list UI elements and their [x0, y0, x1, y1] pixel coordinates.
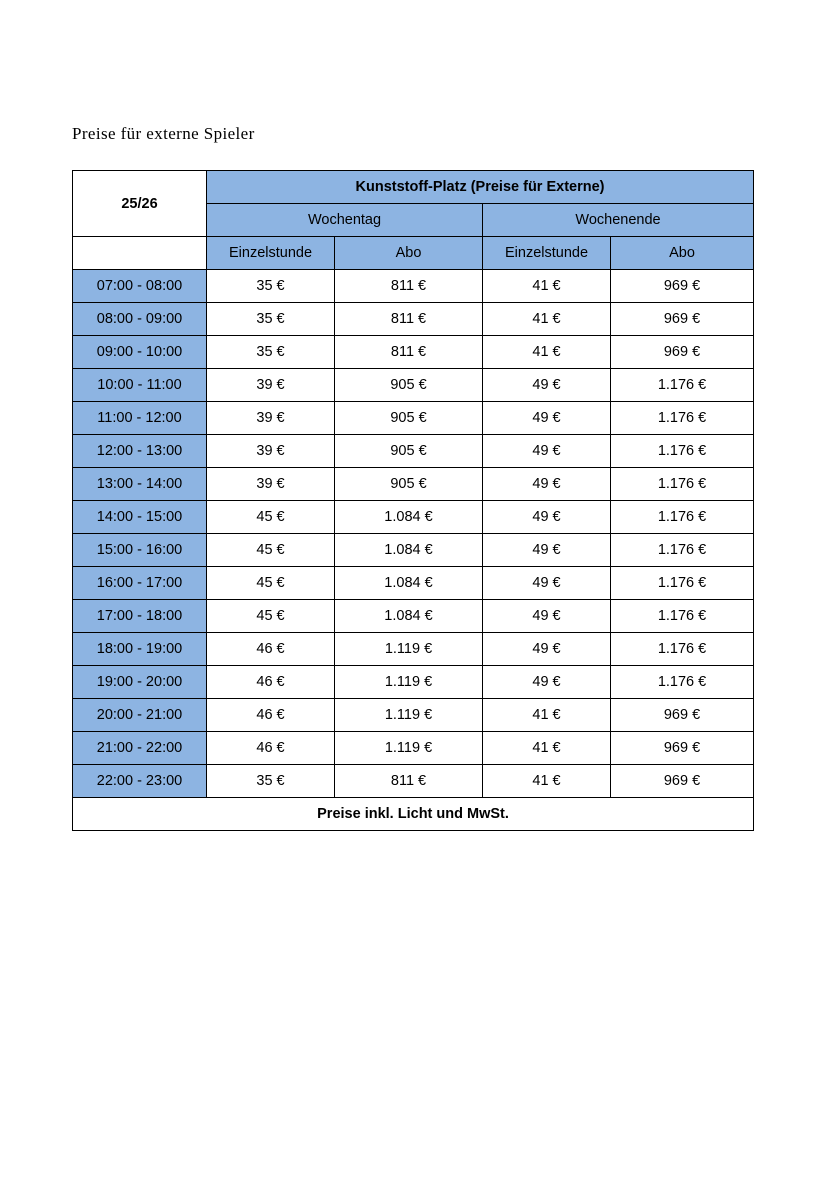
row-weekday-single: 45 € [207, 501, 335, 534]
row-weekday-single: 46 € [207, 732, 335, 765]
group-header-weekend: Wochenende [483, 204, 754, 237]
row-weekday-abo: 905 € [335, 468, 483, 501]
row-weekday-single: 45 € [207, 534, 335, 567]
row-time: 10:00 - 11:00 [73, 369, 207, 402]
row-weekday-abo: 905 € [335, 435, 483, 468]
table-row [73, 600, 754, 633]
table-row [73, 699, 754, 732]
row-weekday-abo: 1.084 € [335, 567, 483, 600]
subheader-weekday-single: Einzelstunde [207, 237, 335, 270]
row-weekend-single: 49 € [483, 369, 611, 402]
row-time: 15:00 - 16:00 [73, 534, 207, 567]
row-time: 12:00 - 13:00 [73, 435, 207, 468]
row-weekend-abo: 1.176 € [611, 600, 754, 633]
row-weekday-single: 35 € [207, 336, 335, 369]
table-header-row-subheads [73, 237, 754, 270]
row-weekend-single: 49 € [483, 600, 611, 633]
row-weekend-abo: 969 € [611, 270, 754, 303]
row-weekend-single: 49 € [483, 666, 611, 699]
group-header-weekday: Wochentag [207, 204, 483, 237]
table-row [73, 303, 754, 336]
row-weekend-abo: 1.176 € [611, 402, 754, 435]
row-weekday-single: 46 € [207, 666, 335, 699]
row-time: 14:00 - 15:00 [73, 501, 207, 534]
table-row [73, 732, 754, 765]
row-weekday-single: 46 € [207, 633, 335, 666]
row-weekend-single: 49 € [483, 402, 611, 435]
row-weekend-single: 49 € [483, 468, 611, 501]
row-weekend-single: 41 € [483, 270, 611, 303]
table-row [73, 501, 754, 534]
row-weekday-abo: 905 € [335, 402, 483, 435]
table-row [73, 666, 754, 699]
table-row [73, 270, 754, 303]
row-weekday-abo: 811 € [335, 303, 483, 336]
row-time: 22:00 - 23:00 [73, 765, 207, 798]
row-weekend-abo: 1.176 € [611, 501, 754, 534]
table-main-title: Kunststoff-Platz (Preise für Externe) [207, 171, 754, 204]
row-weekend-abo: 1.176 € [611, 666, 754, 699]
footer-note: Preise inkl. Licht und MwSt. [73, 798, 754, 831]
row-time: 18:00 - 19:00 [73, 633, 207, 666]
row-weekend-single: 41 € [483, 765, 611, 798]
row-weekday-abo: 1.119 € [335, 666, 483, 699]
table-row [73, 468, 754, 501]
row-time: 13:00 - 14:00 [73, 468, 207, 501]
row-time: 20:00 - 21:00 [73, 699, 207, 732]
row-weekend-single: 49 € [483, 567, 611, 600]
subheader-blank [73, 237, 207, 270]
row-weekend-abo: 969 € [611, 732, 754, 765]
row-weekend-single: 41 € [483, 303, 611, 336]
row-weekend-abo: 969 € [611, 765, 754, 798]
table-row [73, 336, 754, 369]
row-weekend-abo: 1.176 € [611, 534, 754, 567]
row-weekday-single: 39 € [207, 369, 335, 402]
row-weekend-abo: 969 € [611, 336, 754, 369]
row-weekday-abo: 1.119 € [335, 699, 483, 732]
row-weekday-abo: 905 € [335, 369, 483, 402]
row-weekend-single: 49 € [483, 534, 611, 567]
row-time: 09:00 - 10:00 [73, 336, 207, 369]
table-row [73, 402, 754, 435]
row-weekday-abo: 1.119 € [335, 732, 483, 765]
row-time: 17:00 - 18:00 [73, 600, 207, 633]
table-footer-row [73, 798, 754, 831]
row-weekday-abo: 1.084 € [335, 534, 483, 567]
row-weekday-single: 39 € [207, 435, 335, 468]
table-header-row-title [73, 171, 754, 204]
row-weekend-single: 41 € [483, 699, 611, 732]
row-time: 11:00 - 12:00 [73, 402, 207, 435]
season-label: 25/26 [73, 171, 207, 237]
row-weekday-abo: 811 € [335, 336, 483, 369]
row-weekday-abo: 811 € [335, 765, 483, 798]
row-weekend-abo: 1.176 € [611, 435, 754, 468]
subheader-weekend-abo: Abo [611, 237, 754, 270]
row-weekday-single: 46 € [207, 699, 335, 732]
row-weekend-abo: 1.176 € [611, 468, 754, 501]
row-weekend-single: 41 € [483, 336, 611, 369]
page-title: Preise für externe Spieler [72, 124, 255, 143]
row-weekend-abo: 1.176 € [611, 567, 754, 600]
table-row [73, 534, 754, 567]
row-weekend-abo: 969 € [611, 303, 754, 336]
table-row [73, 369, 754, 402]
row-time: 19:00 - 20:00 [73, 666, 207, 699]
table-row [73, 633, 754, 666]
row-weekday-single: 35 € [207, 270, 335, 303]
row-weekend-abo: 969 € [611, 699, 754, 732]
row-time: 07:00 - 08:00 [73, 270, 207, 303]
row-weekday-abo: 811 € [335, 270, 483, 303]
row-weekend-abo: 1.176 € [611, 633, 754, 666]
row-weekend-single: 49 € [483, 501, 611, 534]
subheader-weekday-abo: Abo [335, 237, 483, 270]
row-weekend-single: 49 € [483, 633, 611, 666]
row-weekday-single: 35 € [207, 303, 335, 336]
row-weekday-single: 35 € [207, 765, 335, 798]
row-time: 21:00 - 22:00 [73, 732, 207, 765]
row-weekday-abo: 1.119 € [335, 633, 483, 666]
row-weekend-single: 41 € [483, 732, 611, 765]
row-weekend-single: 49 € [483, 435, 611, 468]
row-weekday-single: 39 € [207, 402, 335, 435]
row-weekend-abo: 1.176 € [611, 369, 754, 402]
row-weekday-abo: 1.084 € [335, 600, 483, 633]
row-time: 08:00 - 09:00 [73, 303, 207, 336]
subheader-weekend-single: Einzelstunde [483, 237, 611, 270]
row-weekday-single: 39 € [207, 468, 335, 501]
table-row [73, 435, 754, 468]
price-table [72, 170, 754, 831]
table-row [73, 765, 754, 798]
row-weekday-single: 45 € [207, 600, 335, 633]
row-time: 16:00 - 17:00 [73, 567, 207, 600]
row-weekday-abo: 1.084 € [335, 501, 483, 534]
table-row [73, 567, 754, 600]
row-weekday-single: 45 € [207, 567, 335, 600]
